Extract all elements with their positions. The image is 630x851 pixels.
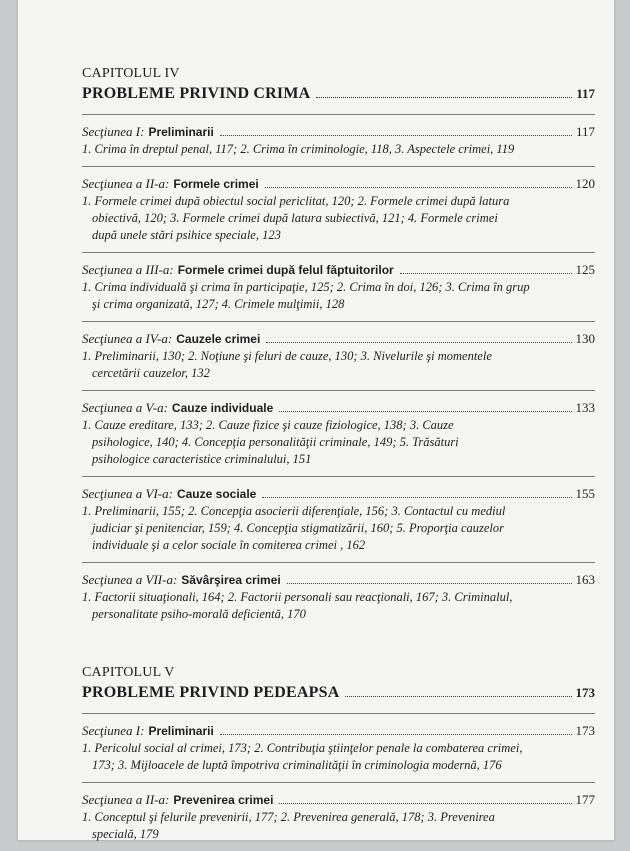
dot-leader [287,583,572,584]
section-title: Formele crimei [173,177,259,191]
subtopic-line: 1. Crima individuală şi crima în participaţie, 125; 2. Crima în doi, 126; 3. Crima în grup [82,280,530,294]
subtopic-line: 1. Preliminarii, 155; 2. Concepţia asocierii diferenţiale, 156; 3. Contactul cu mediul [82,504,506,518]
subtopic-line: 173; 3. Mijloacele de luptă împotriva criminalităţii în criminologia modernă, 176 [92,758,502,772]
chapter-title: PROBLEME PRIVIND PEDEAPSA [82,684,340,701]
section-title: Preliminarii [148,125,214,139]
subtopic-line: şi crima organizată, 127; 4. Crimele mulţimii, 128 [92,297,345,311]
subtopic-line: judiciar şi penitenciar, 159; 4. Concepţia stigmatizării, 160; 5. Proporţia cauzelor [92,521,505,535]
section-label: Secţiunea I: [82,124,145,139]
subtopic-line: 1. Conceptul şi felurile prevenirii, 177; 2. Prevenirea generală, 178; 3. Prevenirea [82,810,495,824]
section-title: Prevenirea crimei [173,793,274,807]
section-subtopics [82,417,595,468]
section-page-number: 120 [575,176,595,191]
subtopic-line: specială, 179 [92,827,159,841]
chapter-heading [82,683,595,703]
section-title: Cauze sociale [176,487,257,501]
section-page-number: 155 [575,486,595,501]
section-heading-line [82,399,595,417]
dot-leader [220,135,572,136]
chapter [82,66,595,631]
chapter-page-number: 117 [576,86,595,101]
dot-leader [345,696,571,697]
section-heading-line [82,571,595,589]
section-label: Secţiunea a VI-a: [82,486,173,501]
section-subtopics [82,348,595,382]
dot-leader [400,273,572,274]
section-heading-line [82,791,595,809]
subtopic-line: 1. Cauze ereditare, 133; 2. Cauze fizice şi cauze fiziologice, 138; 3. Cauze [82,418,454,432]
section-page-number: 163 [575,572,595,587]
section-page-number: 133 [575,400,595,415]
toc-section [82,476,595,562]
subtopic-line: obiectivă, 120; 3. Formele crimei după latura subiectivă, 121; 4. Formele crimei [92,211,498,225]
section-subtopics [82,740,595,774]
section-heading-line [82,175,595,193]
dot-leader [262,497,571,498]
section-heading-line [82,722,595,740]
subtopic-line: 1. Pericolul social al crimei, 173; 2. Contribuţia ştiinţelor penale la combaterea crimei, [82,741,523,755]
dot-leader [279,411,571,412]
section-subtopics [82,141,595,158]
subtopic-line: personalitate psiho-morală deficientă, 170 [92,607,306,621]
subtopic-line: psihologice caracteristice criminalului, 151 [92,452,312,466]
section-label: Secţiunea a IV-a: [82,331,173,346]
chapter-heading [82,84,595,104]
section-heading-line [82,261,595,279]
toc-section [82,114,595,166]
dot-leader [265,187,572,188]
toc-section [82,713,595,782]
book-page [18,0,614,840]
chapter-spacer [82,631,595,657]
dot-leader [316,97,572,98]
dot-leader [266,342,571,343]
section-subtopics [82,809,595,843]
toc-section [82,390,595,476]
section-page-number: 130 [575,331,595,346]
subtopic-line: după unele stări psihice speciale, 123 [92,228,281,242]
subtopic-line: 1. Formele crimei după obiectul social periclitat, 120; 2. Formele crimei după latura [82,194,510,208]
toc-section [82,562,595,631]
section-title: Formele crimei după felul făptuitorilor [177,263,394,277]
section-label: Secţiunea a V-a: [82,400,168,415]
section-title: Săvârşirea crimei [181,573,281,587]
section-label: Secţiunea a VII-a: [82,572,178,587]
chapter-page-number: 173 [575,685,595,700]
section-label: Secţiunea I: [82,723,145,738]
subtopic-line: cercetării cauzelor, 132 [92,366,210,380]
subtopic-line: individuale şi a celor sociale în comiterea crimei , 162 [92,538,366,552]
subtopic-line: psihologice, 140; 4. Concepţia personalităţii criminale, 149; 5. Trăsături [92,435,459,449]
section-page-number: 177 [575,792,595,807]
toc-section [82,166,595,252]
section-heading-line [82,485,595,503]
section-label: Secţiunea a II-a: [82,792,170,807]
section-page-number: 173 [575,723,595,738]
subtopic-line: 1. Factorii situaţionali, 164; 2. Factorii personali sau reacţionali, 167; 3. Criminalul, [82,590,513,604]
subtopic-line: 1. Crima în dreptul penal, 117; 2. Crima în criminologie, 118, 3. Aspectele crimei, 119 [82,142,515,156]
toc-section [82,782,595,851]
section-heading-line [82,330,595,348]
section-title: Cauzele crimei [176,332,261,346]
toc-section [82,252,595,321]
section-heading-line [82,123,595,141]
dot-leader [220,734,572,735]
section-subtopics [82,503,595,554]
section-title: Cauze individuale [171,401,274,415]
section-subtopics [82,279,595,313]
section-title: Preliminarii [148,724,214,738]
subtopic-line: 1. Preliminarii, 130; 2. Noţiune şi feluri de cauze, 130; 3. Nivelurile şi momentele [82,349,492,363]
section-subtopics [82,193,595,244]
section-page-number: 125 [575,262,595,277]
section-label: Secţiunea a III-a: [82,262,174,277]
toc-section [82,321,595,390]
section-label: Secţiunea a II-a: [82,176,170,191]
chapter-label: CAPITOLUL IV [82,66,180,81]
section-subtopics [82,589,595,623]
chapter-title: PROBLEME PRIVIND CRIMA [82,85,311,102]
section-page-number: 117 [575,124,595,139]
table-of-contents [82,58,595,851]
dot-leader [279,803,571,804]
chapter [82,665,595,851]
chapter-label: CAPITOLUL V [82,665,175,680]
